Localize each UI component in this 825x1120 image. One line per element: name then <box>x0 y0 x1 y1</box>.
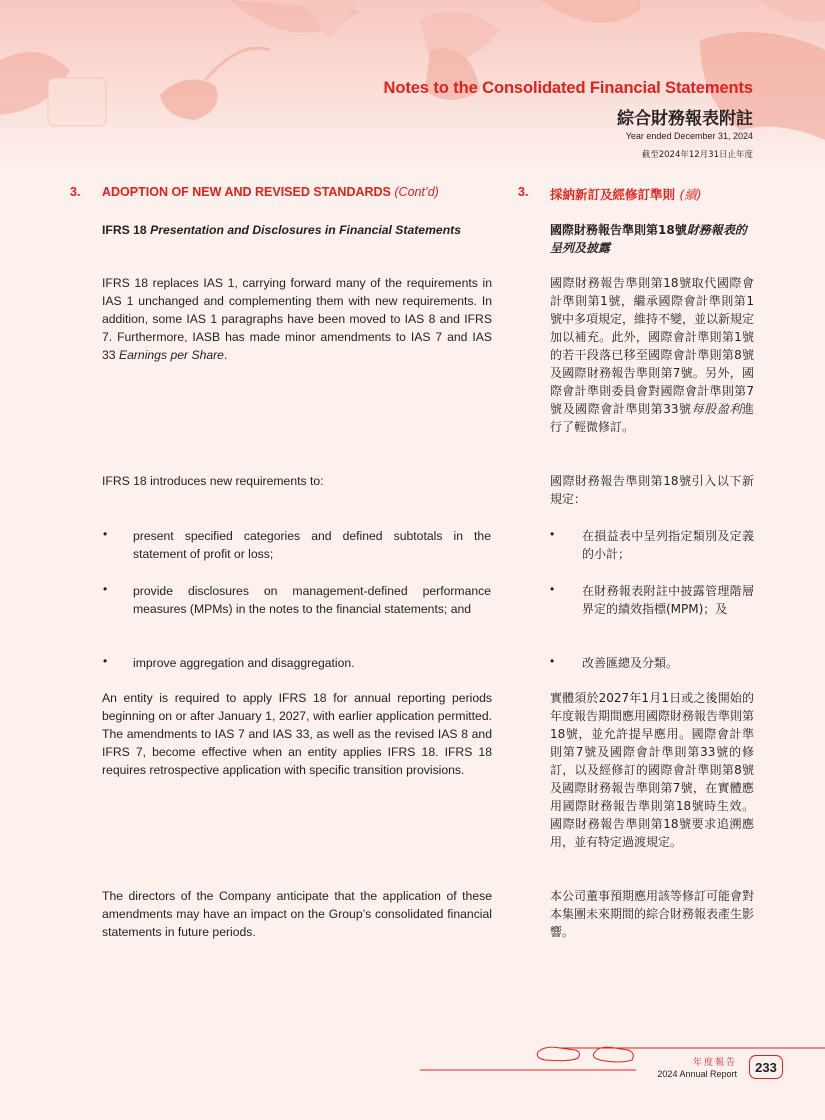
paragraph-1-zh <box>550 274 754 436</box>
section-title-text: ADOPTION OF NEW AND REVISED STANDARDS <box>102 185 391 199</box>
bullet-1-zh-text: 在損益表中呈列指定類別及定義的小計； <box>582 529 754 561</box>
paragraph-3: An entity is required to apply IFRS 18 for annual reporting periods beginning on or after January 1, 2027, with earlier application permitted. The amendments to IAS 7 and IAS 33, as well as the revised IAS 8 and IFRS 7, become effective when an entity applies IFRS 18. IFRS 18 requires retrospective application with specific transition provisions. <box>102 691 492 777</box>
bullet-1-symbol: • <box>103 527 108 541</box>
page-header-title: Notes to the Consolidated Financial Statements <box>383 79 753 97</box>
subheading-zh-standard: 國際財務報告準則第18號 <box>550 223 687 237</box>
section-number-zh: 3. <box>518 185 529 199</box>
bullet-1-zh-symbol: • <box>550 527 555 541</box>
subheading <box>102 221 492 239</box>
page-header-title-zh: 綜合財務報表附註 <box>617 109 753 129</box>
subheading-standard: IFRS 18 <box>102 223 147 237</box>
page-number: 233 <box>749 1055 783 1079</box>
bullet-2-symbol: • <box>103 582 108 596</box>
bullet-3-zh-symbol: • <box>550 654 555 668</box>
paragraph-1-zh-italic: 每股盈利 <box>691 402 742 416</box>
paragraph-3-zh: 實體須於2027年1月1日或之後開始的年度報告期間應用國際財務報告準則第18號，並允許提早應用。國際會計準則第7號及國際會計準則第33號的修訂，以及經修訂的國際會計準則第8號及國際財務報告準則第7號，在實體應用國際財務報告準則第18號時生效。國際財務報告準則第18號要求追溯應用，並有特定過渡規定。 <box>550 691 755 849</box>
paragraph-1-end: . <box>223 348 228 362</box>
page-header-year-zh: 截至2024年12月31日止年度 <box>641 150 753 160</box>
bullet-1-text: present specified categories and defined subtotals in the statement of profit or loss; <box>133 529 491 561</box>
bullet-2-zh-symbol: • <box>550 582 555 596</box>
bullet-2-text: provide disclosures on management-defined performance measures (MPMs) in the notes to the financial statements; and <box>133 584 491 616</box>
section-title <box>102 185 439 199</box>
bullet-2-zh-text: 在財務報表附註中披露管理階層界定的績效指標(MPM)；及 <box>582 584 754 616</box>
paragraph-4-zh: 本公司董事預期應用該等修訂可能會對本集團未來期間的綜合財務報表產生影響。 <box>550 889 755 939</box>
section-title-contd: (Cont’d) <box>394 185 439 199</box>
section-title-zh <box>550 185 702 203</box>
paragraph-2: IFRS 18 introduces new requirements to: <box>102 474 324 488</box>
section-title-zh-text: 採納新訂及經修訂準則 <box>550 187 676 202</box>
paragraph-4: The directors of the Company anticipate that the application of these amendments may have an impact on the Group’s consolidated financial statements in future periods. <box>102 889 492 939</box>
section-title-zh-contd: (續) <box>679 187 702 202</box>
page-header-year: Year ended December 31, 2024 <box>625 131 753 141</box>
bullet-3-symbol: • <box>103 654 108 668</box>
paragraph-1-italic: Earnings per Share <box>118 348 224 362</box>
subheading-title: Presentation and Disclosures in Financial Statements <box>150 223 461 237</box>
subheading-zh-title: 財務報表的呈列及披露 <box>550 223 747 255</box>
paragraph-1 <box>102 274 492 364</box>
paragraph-1-zh-end: 進行了輕微修訂。 <box>550 402 754 434</box>
bullet-3-text: improve aggregation and disaggregation. <box>133 656 355 670</box>
footer-annual-report-zh: 年度報告 <box>692 1058 737 1068</box>
bullet-3-zh-text: 改善匯總及分類。 <box>582 656 679 670</box>
paragraph-1-zh-text: 國際財務報告準則第18號取代國際會計準則第1號，繼承國際會計準則第1號中多項規定，維持不變，並以新規定加以補充。此外，國際會計準則第1號的若干段落已移至國際會計準則第8號及國際財務報告準則第7號。另外，國際會計準則委員會對國際會計準則第7號及國際會計準則第33號 <box>550 276 755 416</box>
footer-annual-report: 2024 Annual Report <box>657 1069 737 1079</box>
subheading-zh <box>550 221 754 257</box>
section-number: 3. <box>70 185 81 199</box>
paragraph-2-zh: 國際財務報告準則第18號引入以下新規定： <box>550 474 754 506</box>
paragraph-1-text: IFRS 18 replaces IAS 1, carrying forward many of the requirements in IAS 1 unchanged and complementing them with new requirements. In addition, some IAS 1 paragraphs have been moved to IAS 8 and IFRS 7. Furthermore, IASB has made minor amendments to IAS 7 and IAS 33 <box>102 276 492 362</box>
